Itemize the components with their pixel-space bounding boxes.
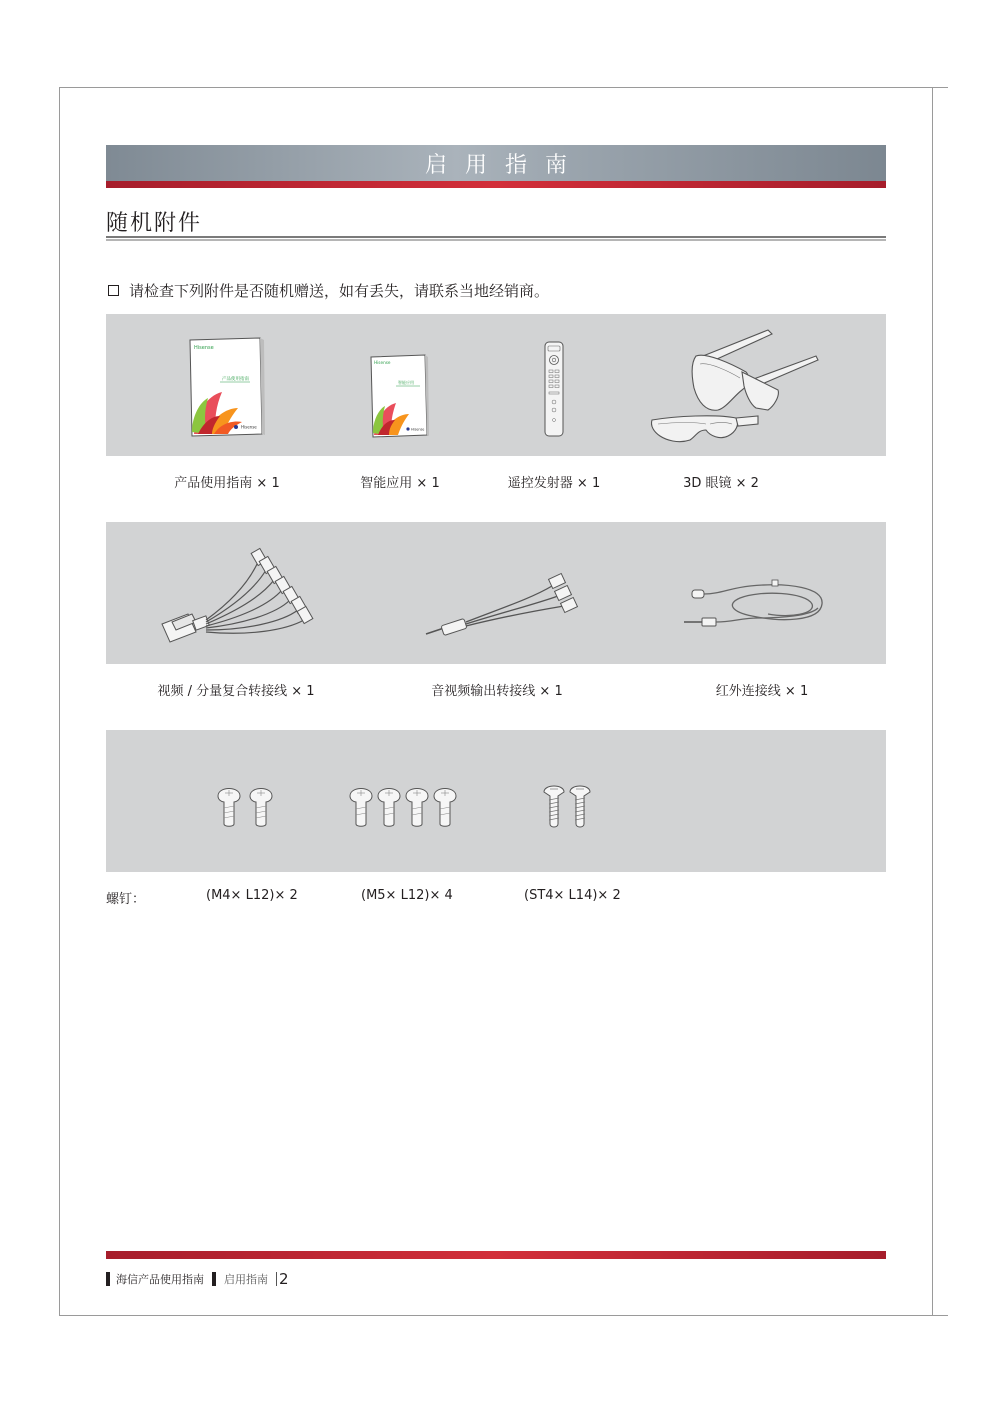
screw-m5-icon (348, 784, 464, 828)
checkbox-icon (108, 285, 119, 296)
banner-red-stripe (106, 181, 886, 188)
component-cable-icon (158, 544, 318, 644)
caption-3d-glasses: 3D 眼镜 × 2 (683, 476, 759, 491)
page-frame-top (59, 87, 933, 88)
3d-glasses-icon (646, 324, 826, 444)
svg-text:Hisense: Hisense (241, 424, 257, 430)
caption-screw-m4: (M4× L12)× 2 (206, 888, 298, 903)
caption-av-cable: 音视频输出转接线 × 1 (431, 684, 563, 699)
booklet-brand: Hisense (374, 360, 391, 365)
page-frame-stub (932, 87, 948, 88)
caption-app-guide: 智能应用 × 1 (360, 476, 440, 491)
section-rule (106, 239, 886, 241)
booklet-title: 智能应用 (398, 380, 414, 385)
screw-m4-icon (216, 784, 276, 828)
accessory-panel-3 (106, 730, 886, 872)
section-rule (106, 236, 886, 238)
booklet-title: 产品使用指南 (222, 377, 249, 382)
chapter-banner (106, 145, 886, 181)
av-cable-icon (422, 572, 582, 642)
section-title: 随机附件 (106, 211, 203, 236)
intro-line (108, 280, 549, 301)
page-footer (106, 1270, 289, 1288)
page-number: 2 (279, 1270, 289, 1288)
page-frame-right (932, 87, 933, 1315)
remote-control-icon (542, 340, 566, 438)
screw-st4-icon (542, 782, 594, 830)
ir-cable-icon (680, 578, 830, 634)
svg-text:Hisense: Hisense (411, 427, 425, 432)
intro-text: 请检查下列附件是否随机赠送，如有丢失，请联系当地经销商。 (129, 282, 550, 300)
footer-marker (212, 1272, 216, 1286)
booklet-brand: Hisense (194, 345, 214, 351)
footer-brand-text: 海信产品使用指南 (116, 1273, 204, 1286)
manual-booklet-icon (186, 336, 266, 438)
footer-marker (106, 1272, 110, 1286)
page-frame-left (59, 87, 60, 1315)
caption-manual: 产品使用指南 × 1 (174, 476, 280, 491)
footer-divider (276, 1272, 277, 1286)
caption-ir-cable: 红外连接线 × 1 (715, 684, 809, 699)
accessory-panel-1 (106, 314, 886, 456)
caption-screw-st4: (ST4× L14)× 2 (524, 888, 621, 903)
footer-red-stripe (106, 1251, 886, 1259)
caption-component-cable: 视频 / 分量复合转接线 × 1 (157, 684, 315, 699)
screws-label: 螺钉： (106, 892, 146, 907)
app-booklet-icon (368, 354, 430, 439)
accessory-panel-2 (106, 522, 886, 664)
caption-remote: 遥控发射器 × 1 (507, 476, 601, 491)
chapter-title: 启用指南 (424, 152, 585, 178)
footer-section-text: 启用指南 (224, 1273, 268, 1286)
caption-screw-m5: (M5× L12)× 4 (361, 888, 453, 903)
page-frame-stub (932, 1315, 948, 1316)
page-frame-bottom (59, 1315, 933, 1316)
